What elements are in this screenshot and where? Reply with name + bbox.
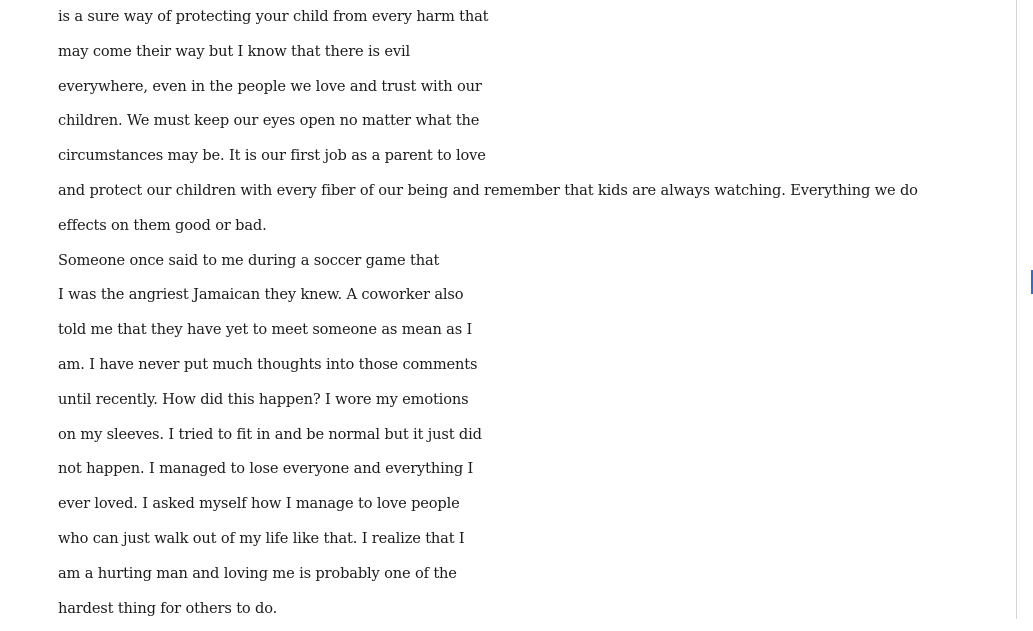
text-line-13: on my sleeves. I tried to fit in and be normal but it just did [58,425,482,443]
text-line-17: am a hurting man and loving me is probably one of the [58,564,457,582]
text-line-4: children. We must keep our eyes open no matter what the [58,112,480,130]
text-line-8: Someone once said to me during a soccer game that [58,251,440,269]
text-line-2: may come their way but I know that there is evil [58,42,410,60]
text-line-7: effects on them good or bad. [58,216,267,234]
text-line-10: told me that they have yet to meet someone as mean as I [58,321,473,339]
text-line-16: who can just walk out of my life like that. I realize that I [58,529,465,547]
text-line-14: not happen. I managed to lose everyone and everything I [58,460,474,478]
text-line-12: until recently. How did this happen? I wore my emotions [58,390,469,408]
text-line-11: am. I have never put much thoughts into those comments [58,355,478,373]
text-line-9: I was the angriest Jamaican they knew. A coworker also [58,286,464,304]
document-body[interactable] [58,5,918,631]
text-line-1: is a sure way of protecting your child from every harm that [58,8,489,25]
text-line-15: ever loved. I asked myself how I manage to love people [58,495,460,513]
page-edge-gutter [1016,0,1033,619]
text-line-5: circumstances may be. It is our first job as a parent to love [58,147,486,165]
text-line-18: hardest thing for others to do. [58,599,278,617]
text-line-6: and protect our children with every fiber of our being and remember that kids are always watching. Everything we do [58,181,918,199]
text-line-3: everywhere, even in the people we love and trust with our [58,77,482,95]
